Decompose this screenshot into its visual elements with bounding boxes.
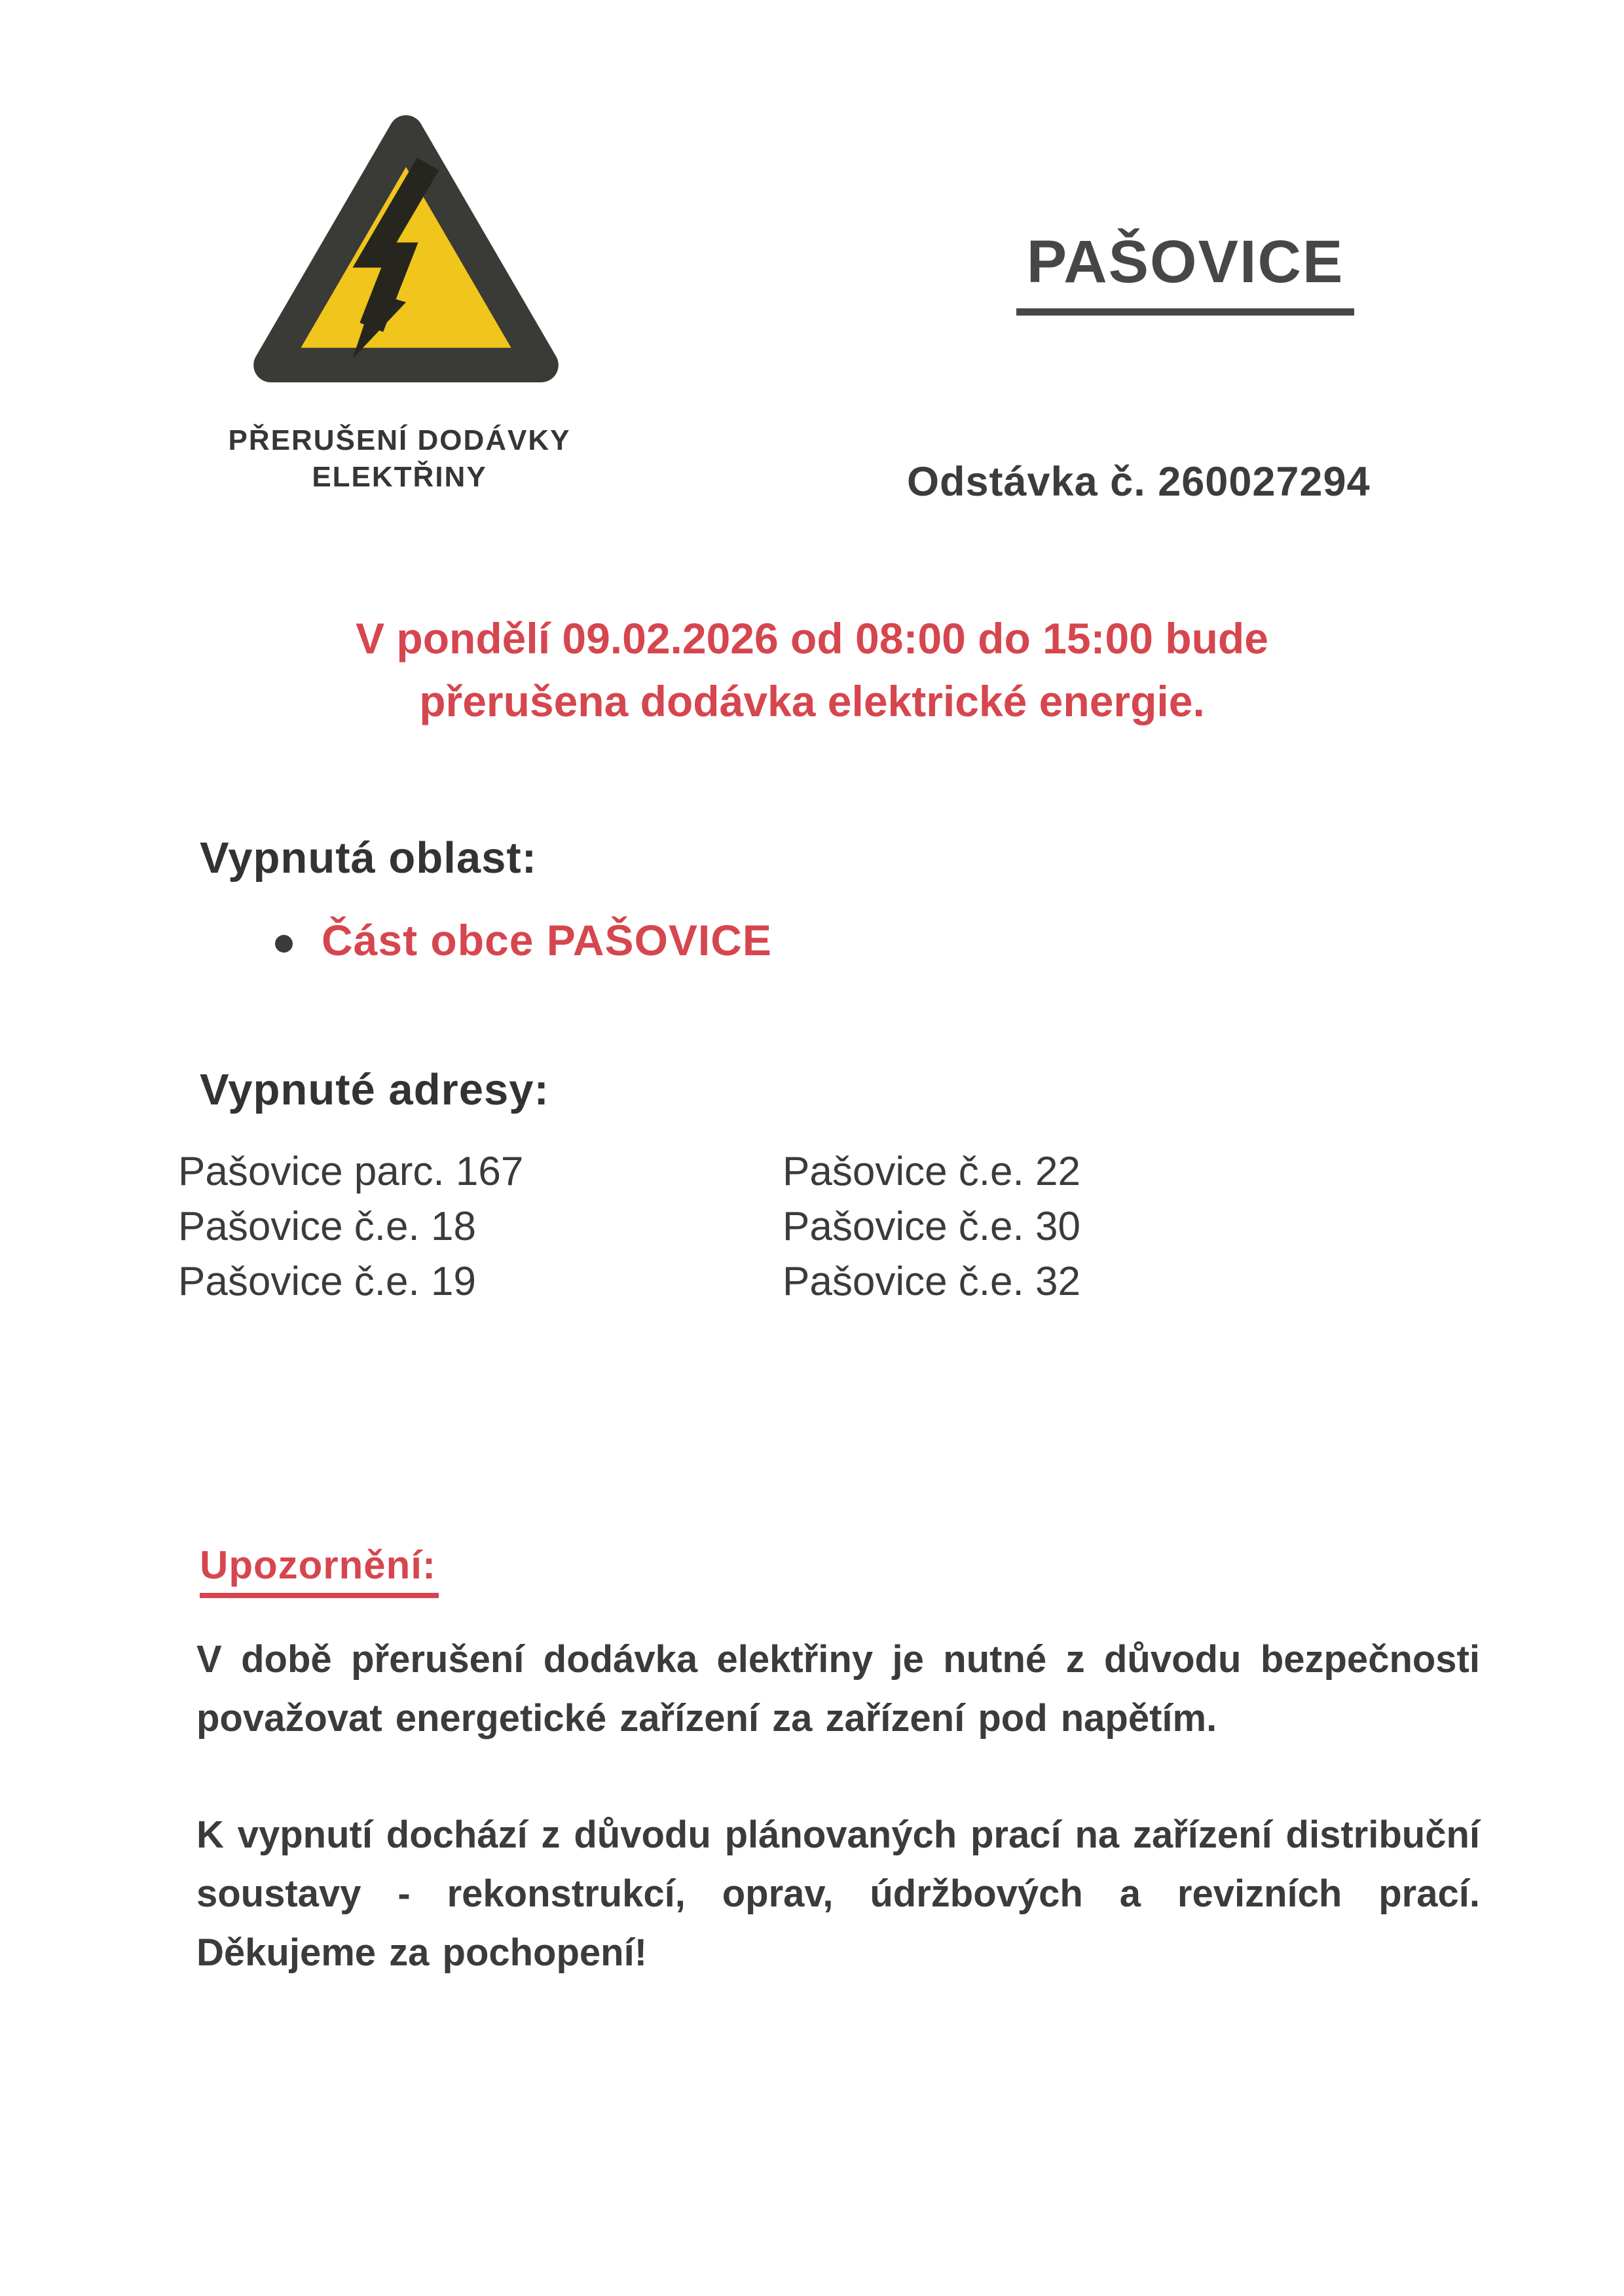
- area-section-heading: Vypnutá oblast:: [200, 833, 538, 883]
- notice-heading-wrap: [200, 1542, 439, 1598]
- bullet-icon: [275, 935, 293, 953]
- address-item: Pašovice č.e. 22: [783, 1149, 1080, 1194]
- address-column-left: [178, 1144, 523, 1309]
- notice-paragraph-2: K vypnutí dochází z důvodu plánovaných prací na zařízení distribuční soustavy - rekonstrukcí, oprav, údržbových a revizních prací. Děkujeme za pochopení!: [196, 1813, 1480, 1974]
- page-title: PAŠOVICE: [1016, 228, 1355, 316]
- area-bullet-label: Část obce PAŠOVICE: [322, 916, 772, 964]
- address-item: Pašovice parc. 167: [178, 1149, 524, 1194]
- area-bullet-item: [275, 915, 772, 965]
- outage-number: Odstávka č. 260027294: [907, 459, 1371, 505]
- address-item: Pašovice č.e. 30: [783, 1204, 1080, 1249]
- warning-sign-caption: [196, 422, 602, 496]
- outage-headline: [223, 608, 1401, 733]
- notice-heading: Upozornění:: [200, 1542, 439, 1598]
- outage-headline-line2: přerušena dodávka elektrické energie.: [419, 676, 1205, 725]
- address-item: Pašovice č.e. 32: [783, 1259, 1080, 1304]
- address-item: Pašovice č.e. 19: [178, 1259, 476, 1304]
- warning-sign-caption-line1: PŘERUŠENÍ DODÁVKY: [228, 424, 571, 456]
- municipality-title-wrap: [989, 228, 1382, 316]
- high-voltage-warning-icon: [249, 110, 563, 388]
- warning-sign-caption-line2: ELEKTŘINY: [312, 461, 487, 494]
- addresses-section-heading: Vypnuté adresy:: [200, 1065, 549, 1114]
- outage-headline-line1: V pondělí 09.02.2026 od 08:00 do 15:00 bude: [356, 614, 1268, 663]
- address-column-right: [783, 1144, 1080, 1309]
- address-item: Pašovice č.e. 18: [178, 1204, 476, 1249]
- notice-paragraph-1: V době přerušení dodávka elektřiny je nutné z důvodu bezpečnosti považovat energetické zařízení za zařízení pod napětím.: [196, 1638, 1480, 1740]
